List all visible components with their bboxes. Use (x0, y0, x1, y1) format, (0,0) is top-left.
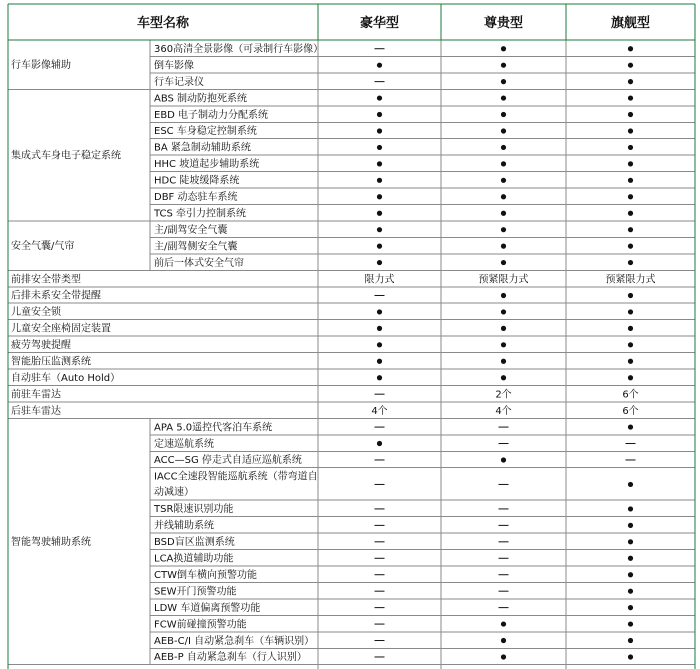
included-mark (628, 506, 633, 511)
included-mark (628, 145, 633, 150)
included-mark (628, 128, 633, 133)
included-mark (628, 227, 633, 232)
included-mark (377, 441, 382, 446)
feature-label: HHC 坡道起步辅助系统 (154, 159, 260, 171)
header-trim-2: 尊贵型 (483, 16, 524, 31)
feature-label: AEB-C/I 自动紧急刹车（车辆识别） (154, 635, 315, 647)
feature-label: AEB-P 自动紧急刹车（行人识别） (154, 652, 307, 664)
feature-label: 后驻车雷达 (11, 405, 61, 417)
included-mark (377, 244, 382, 249)
included-mark (628, 424, 633, 429)
included-mark (501, 128, 506, 133)
feature-label: 动减速） (154, 487, 194, 499)
included-mark (628, 326, 633, 331)
feature-label: CTW倒车横向预警功能 (154, 569, 257, 581)
included-mark (628, 589, 633, 594)
header-trim-3: 旗舰型 (610, 16, 651, 31)
included-mark (628, 342, 633, 347)
included-mark (501, 375, 506, 380)
included-mark (628, 359, 633, 364)
feature-label: 自动驻车（Auto Hold） (11, 372, 121, 384)
feature-label: 前后一体式安全气帘 (154, 257, 244, 269)
included-mark (628, 572, 633, 577)
feature-label: SEW开门预警功能 (154, 586, 237, 598)
feature-label: ABS 制动防抱死系统 (154, 93, 248, 105)
included-mark (377, 178, 382, 183)
included-mark (501, 342, 506, 347)
included-mark (628, 260, 633, 265)
feature-label: FCW前碰撞预警功能 (154, 619, 247, 631)
included-mark (628, 293, 633, 298)
group-label: 行车影像辅助 (11, 60, 71, 72)
included-mark (501, 621, 506, 626)
feature-label: DBF 动态驻车系统 (154, 192, 238, 203)
included-mark (377, 260, 382, 265)
feature-label: 后排未系安全带提醒 (11, 290, 101, 302)
feature-label: 前驻车雷达 (11, 389, 61, 401)
included-mark (377, 194, 382, 199)
feature-label: LDW 车道偏离预警功能 (154, 602, 261, 614)
included-mark (628, 605, 633, 610)
feature-label: HDC 陡坡缓降系统 (154, 175, 240, 187)
group-label: 智能驾驶辅助系统 (11, 537, 91, 549)
included-mark (501, 227, 506, 232)
feature-label: APA 5.0遥控代客泊车系统 (154, 422, 273, 434)
included-mark (501, 79, 506, 84)
included-mark (501, 194, 506, 199)
included-mark (377, 95, 382, 100)
included-mark (377, 359, 382, 364)
header-trim-1: 豪华型 (359, 16, 400, 31)
included-mark (377, 63, 382, 68)
included-mark (628, 112, 633, 117)
value-text: 6个 (622, 389, 639, 401)
included-mark (501, 145, 506, 150)
included-mark (501, 293, 506, 298)
feature-label: 360高清全景影像（可录制行车影像） (154, 43, 324, 55)
included-mark (628, 63, 633, 68)
included-mark (501, 309, 506, 314)
value-text: 预紧限力式 (605, 274, 656, 286)
feature-label: LCA换道辅助功能 (154, 553, 234, 565)
feature-label: 疲劳驾驶提醒 (11, 340, 71, 352)
value-text: 4个 (495, 405, 512, 417)
feature-label: ESC 车身稳定控制系统 (154, 126, 257, 138)
included-mark (377, 309, 382, 314)
feature-label: ACC—SG 停走式自适应巡航系统 (154, 455, 302, 467)
header-model-label: 车型名称 (136, 16, 190, 31)
included-mark (501, 211, 506, 216)
included-mark (377, 161, 382, 166)
included-mark (628, 161, 633, 166)
feature-label: 行车记录仪 (154, 76, 204, 88)
group-label: 集成式车身电子稳定系统 (11, 150, 121, 162)
included-mark (377, 128, 382, 133)
included-mark (501, 63, 506, 68)
included-mark (628, 621, 633, 626)
feature-label: 主/副驾安全气囊 (154, 224, 228, 236)
feature-label: 定速巡航系统 (154, 438, 214, 450)
feature-label: BA 紧急制动辅助系统 (154, 142, 251, 154)
feature-label: BSD盲区监测系统 (154, 537, 235, 549)
included-mark (628, 95, 633, 100)
included-mark (628, 211, 633, 216)
feature-label: TCS 牵引力控制系统 (154, 208, 247, 220)
included-mark (377, 112, 382, 117)
included-mark (628, 523, 633, 528)
included-mark (377, 326, 382, 331)
feature-label: 倒车影像 (154, 60, 194, 72)
feature-label: EBD 电子制动力分配系统 (154, 109, 269, 121)
value-text: 限力式 (364, 274, 395, 286)
included-mark (628, 654, 633, 659)
included-mark (501, 112, 506, 117)
feature-label: 主/副驾侧安全气囊 (154, 241, 238, 253)
included-mark (628, 194, 633, 199)
included-mark (501, 638, 506, 643)
included-mark (628, 539, 633, 544)
group-label: 安全气囊/气帘 (11, 241, 75, 253)
feature-label: 儿童安全锁 (11, 307, 61, 319)
included-mark (377, 211, 382, 216)
included-mark (501, 46, 506, 51)
included-mark (628, 375, 633, 380)
included-mark (501, 457, 506, 462)
included-mark (377, 375, 382, 380)
feature-label: IACC全速段智能巡航系统（带弯道自 (154, 471, 318, 483)
feature-label: 智能胎压监测系统 (11, 356, 91, 368)
included-mark (628, 178, 633, 183)
feature-label: 前排安全带类型 (11, 274, 81, 286)
value-text: 预紧限力式 (478, 274, 529, 286)
value-text: 4个 (371, 405, 388, 417)
feature-label: TSR限速识别功能 (154, 504, 234, 516)
included-mark (501, 95, 506, 100)
included-mark (628, 556, 633, 561)
feature-label: 并线辅助系统 (154, 520, 214, 532)
included-mark (628, 309, 633, 314)
included-mark (501, 326, 506, 331)
included-mark (501, 244, 506, 249)
included-mark (501, 654, 506, 659)
value-text: 2个 (495, 389, 512, 401)
included-mark (501, 178, 506, 183)
included-mark (377, 342, 382, 347)
included-mark (628, 46, 633, 51)
included-mark (628, 79, 633, 84)
included-mark (628, 482, 633, 487)
included-mark (501, 359, 506, 364)
included-mark (628, 638, 633, 643)
value-text: 6个 (622, 405, 639, 417)
included-mark (377, 227, 382, 232)
included-mark (628, 244, 633, 249)
included-mark (377, 145, 382, 150)
included-mark (501, 260, 506, 265)
feature-label: 儿童安全座椅固定装置 (11, 323, 111, 335)
included-mark (501, 161, 506, 166)
